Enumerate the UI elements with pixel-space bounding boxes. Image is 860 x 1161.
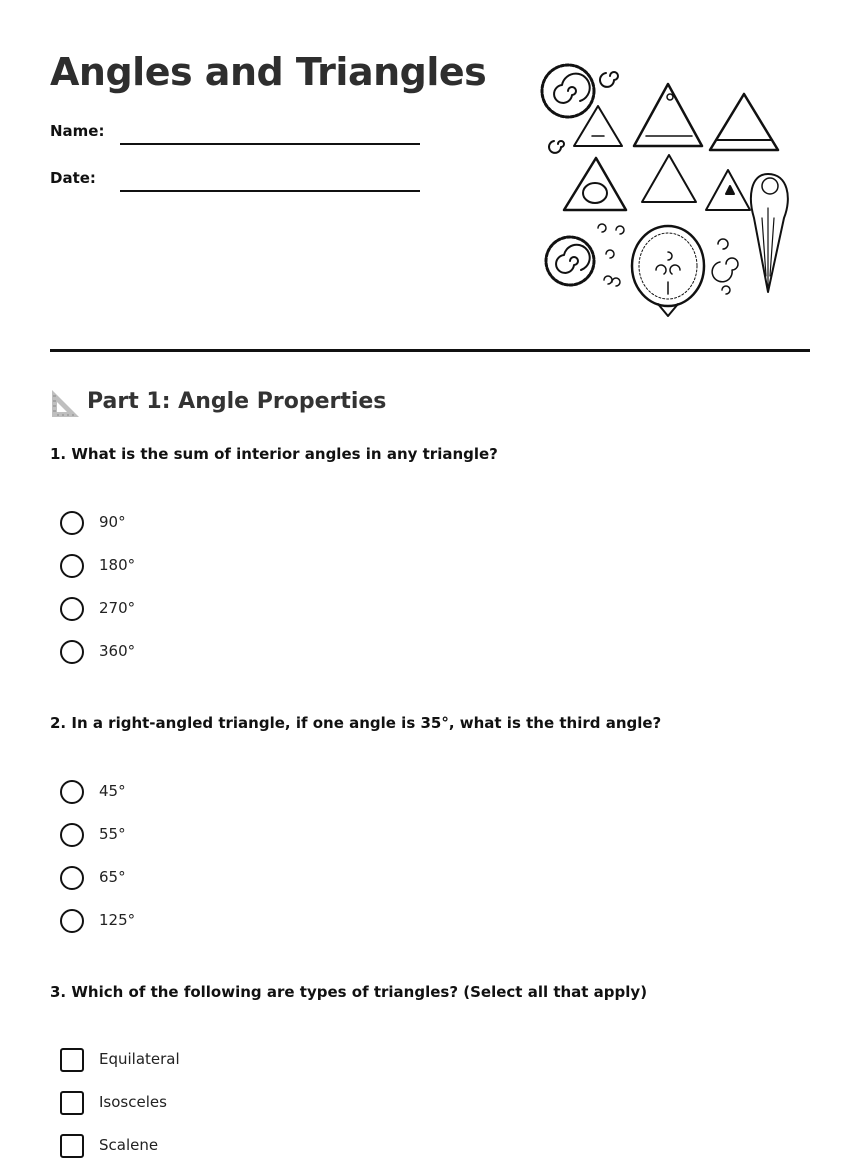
swirl-icon	[712, 239, 738, 294]
radio-button[interactable]	[60, 554, 84, 578]
spiral-sun-icon	[546, 237, 594, 285]
date-input-line[interactable]	[120, 190, 420, 192]
option-label: 55°	[99, 825, 126, 843]
name-label: Name:	[50, 122, 105, 140]
question-3-text: 3. Which of the following are types of triangles? (Select all that apply)	[50, 983, 648, 1001]
radio-button[interactable]	[60, 823, 84, 847]
triangles-illustration	[536, 58, 796, 320]
spiral-sun-icon	[542, 65, 594, 117]
option-label: 125°	[99, 911, 136, 929]
radio-button[interactable]	[60, 909, 84, 933]
radio-button[interactable]	[60, 866, 84, 890]
triangle-icon	[642, 155, 696, 202]
name-input-line[interactable]	[120, 143, 420, 145]
option-label: Scalene	[99, 1136, 159, 1154]
feather-icon	[751, 174, 788, 292]
option-label: 90°	[99, 513, 126, 531]
question-2-text: 2. In a right-angled triangle, if one angle is 35°, what is the third angle?	[50, 714, 662, 732]
option-label: 65°	[99, 868, 126, 886]
option-label: 180°	[99, 556, 136, 574]
option-label: Isosceles	[99, 1093, 167, 1111]
question-1-text: 1. What is the sum of interior angles in any triangle?	[50, 445, 498, 463]
radio-button[interactable]	[60, 597, 84, 621]
option-label: 360°	[99, 642, 136, 660]
set-square-icon	[50, 388, 80, 418]
swirl-icon	[600, 72, 618, 87]
option-label: 270°	[99, 599, 136, 617]
option-label: Equilateral	[99, 1050, 180, 1068]
triangle-icon	[710, 94, 778, 150]
checkbox[interactable]	[60, 1134, 84, 1158]
date-label: Date:	[50, 169, 96, 187]
swirl-icon	[549, 141, 564, 153]
section-title: Part 1: Angle Properties	[87, 389, 387, 414]
radio-button[interactable]	[60, 640, 84, 664]
checkbox[interactable]	[60, 1048, 84, 1072]
header-divider	[50, 349, 810, 352]
radio-button[interactable]	[60, 780, 84, 804]
medallion-icon	[632, 226, 704, 316]
option-label: 45°	[99, 782, 126, 800]
checkbox[interactable]	[60, 1091, 84, 1115]
page-title: Angles and Triangles	[50, 50, 487, 94]
radio-button[interactable]	[60, 511, 84, 535]
